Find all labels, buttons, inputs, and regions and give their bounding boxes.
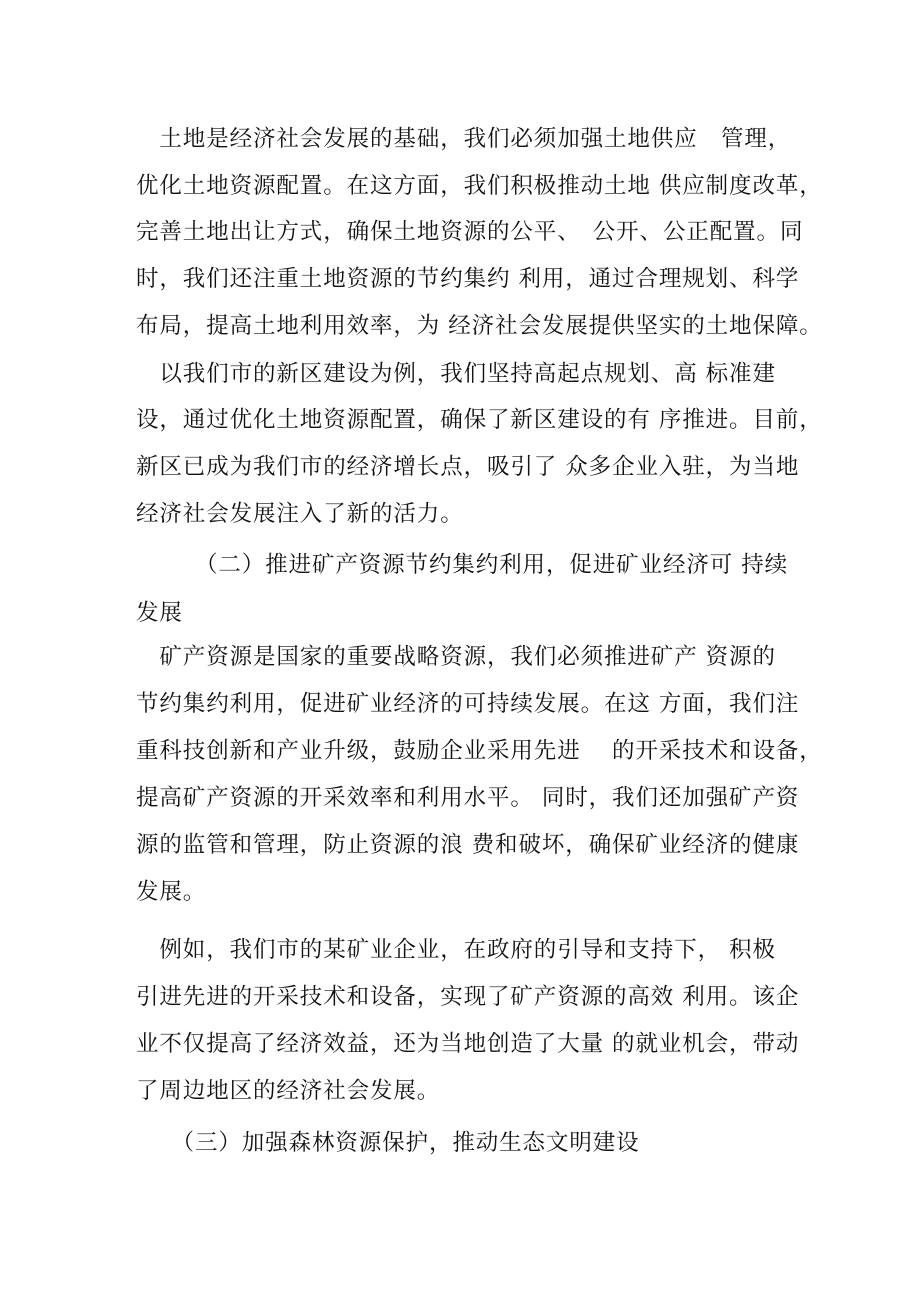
paragraph-line: 提高矿产资源的开采效率和利用水平。 同时，我们还加强矿产资 (136, 785, 800, 811)
paragraph-line: 源的监管和管理，防止资源的浪 费和破坏，确保矿业经济的健康 (136, 832, 800, 858)
paragraph-line: 发展。 (136, 879, 207, 905)
paragraph-line: 节约集约利用，促进矿业经济的可持续发展。在这 方面，我们注 (136, 691, 800, 717)
paragraph-line: 完善土地出让方式，确保土地资源的公平、 公开、公正配置。同 (136, 219, 804, 245)
paragraph-line: 新区已成为我们市的经济增长点，吸引了 众多企业入驻，为当地 (136, 454, 800, 480)
paragraph-line: 重科技创新和产业升级，鼓励企业采用先进 的开采技术和设备， (136, 738, 823, 764)
paragraph-line: 优化土地资源配置。在这方面，我们积极推动土地 供应制度改革， (136, 173, 823, 199)
section-heading-line: 发展 (136, 600, 183, 626)
paragraph-line: 时，我们还注重土地资源的节约集约 利用，通过合理规划、科学 (136, 266, 800, 292)
paragraph-line: 引进先进的开采技术和设备，实现了矿产资源的高效 利用。该企 (136, 984, 800, 1010)
paragraph-line: 设，通过优化土地资源配置，确保了新区建设的有 序推进。目前， (136, 407, 823, 433)
paragraph-line: 土地是经济社会发展的基础，我们必须加强土地供应 管理， (136, 126, 792, 152)
section-heading-line: （二）推进矿产资源节约集约利用，促进矿业经济可 持续 (136, 552, 789, 578)
paragraph-line: 了周边地区的经济社会发展。 (136, 1078, 441, 1104)
paragraph-line: 例如，我们市的某矿业企业，在政府的引导和支持下， 积极 (136, 937, 776, 963)
paragraph-line: 经济社会发展注入了新的活力。 (136, 501, 464, 527)
paragraph-line: 布局，提高土地利用效率，为 经济社会发展提供坚实的土地保障。 (136, 313, 823, 339)
section-heading-line: （三）加强森林资源保护，推动生态文明建设 (136, 1130, 640, 1156)
paragraph-line: 以我们市的新区建设为例，我们坚持高起点规划、高 标准建 (136, 361, 776, 387)
paragraph-line: 业不仅提高了经济效益，还为当地创造了大量 的就业机会，带动 (136, 1031, 800, 1057)
paragraph-line: 矿产资源是国家的重要战略资源，我们必须推进矿产 资源的 (136, 644, 776, 670)
